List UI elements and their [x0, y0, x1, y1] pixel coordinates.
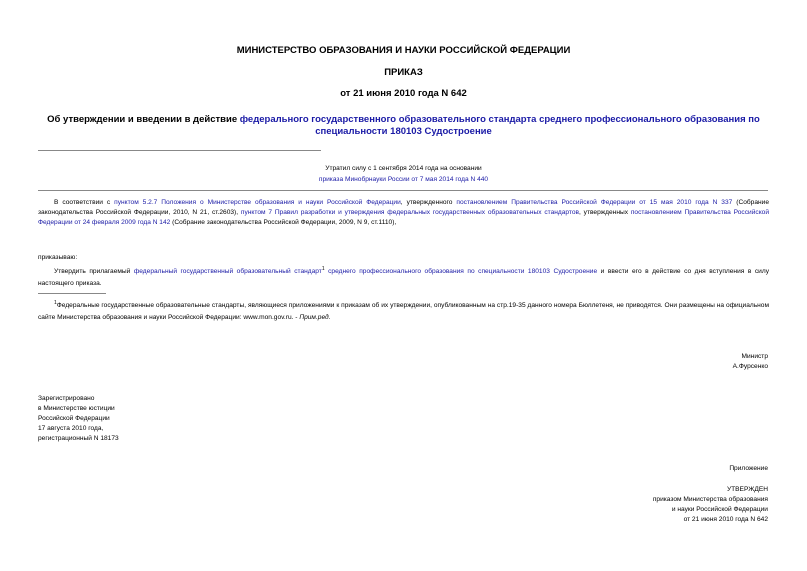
appendix-line: от 21 июня 2010 года N 642 — [683, 516, 768, 523]
registration-line: 17 августа 2010 года, — [38, 425, 104, 432]
document-title — [0, 114, 807, 138]
doc-type-heading: ПРИКАЗ — [384, 67, 423, 78]
footnote-ref[interactable]: 1 — [321, 266, 325, 272]
order-paragraph — [38, 263, 769, 290]
preamble-paragraph — [38, 198, 769, 228]
appendix-approved: УТВЕРЖДЕН — [726, 486, 768, 493]
title-link-line1[interactable]: федерального государственного образовательного стандарта среднего профессионального образования по — [239, 114, 760, 125]
appendix-line: и науки Российской Федерации — [671, 506, 768, 513]
footnote-mark: 1 — [54, 300, 57, 306]
title-plain: Об утверждении и введении в действие — [47, 114, 240, 125]
order-link-standard[interactable]: федеральный государственный образовательный стандарт — [133, 268, 322, 276]
preamble-link-decree-142[interactable]: постановлением Правительства Российской Федерации от 24 февраля 2009 года N 142 — [38, 209, 769, 226]
signature-role: Министр — [741, 353, 768, 360]
appendix-label: Приложение — [729, 465, 768, 472]
order-text-2: и ввести его в действие со дня вступления в силу настоящего приказа. — [38, 268, 770, 288]
title-link-line2[interactable]: специальности 180103 Судостроение — [315, 126, 492, 137]
status-block — [0, 164, 807, 185]
registration-line: регистрационный N 18173 — [38, 435, 119, 442]
preamble-text-2: , утвержденного — [400, 199, 457, 206]
preamble-text-3: (Собрание законодательства Российской Федерации, 2010, N 21, ст.2603), — [38, 199, 769, 216]
preamble-text-1: В соответствии с — [54, 199, 115, 206]
status-line: Утратил силу с 1 сентября 2014 года на основании — [325, 165, 482, 172]
preamble-link-decree-337[interactable]: постановлением Правительства Российской Федерации от 15 мая 2010 года N 337 — [456, 199, 733, 206]
appendix-line: приказом Министерства образования — [652, 496, 768, 503]
signature-name: А.Фурсенко — [732, 363, 768, 370]
ministry-heading: МИНИСТЕРСТВО ОБРАЗОВАНИЯ И НАУКИ РОССИЙСКОЙ ФЕДЕРАЦИИ — [236, 45, 571, 56]
registration-line: в Министерстве юстиции — [38, 405, 115, 412]
doc-date-number: от 21 июня 2010 года N 642 — [340, 88, 467, 99]
preamble-link-rules[interactable]: пунктом 7 Правил разработки и утверждения федеральных государственных образовательных стандартов — [240, 209, 580, 216]
divider-top — [38, 150, 321, 151]
order-word: приказываю: — [38, 254, 78, 261]
registration-line: Зарегистрировано — [38, 395, 95, 402]
signature-block — [600, 352, 768, 372]
footnote — [38, 297, 769, 324]
order-link-specialty[interactable]: среднего профессионального образования по специальности 180103 Судостроение — [324, 268, 598, 276]
registration-block — [38, 394, 119, 444]
footnote-text: Федеральные государственные образовательные стандарты, являющиеся приложениями к приказам об их утверждении, опубликованным на стр.19-35 данного номера Бюллетеня, не приводятся. Они размещены на официальном сайте Министерства образования и науки Российской Федерации: www.mon.gov.ru. - — [38, 302, 769, 322]
preamble-link-regulation[interactable]: пунктом 5.2.7 Положения о Министерстве образования и науки Российской Федерации — [114, 199, 401, 206]
footnote-divider — [38, 293, 106, 294]
preamble-text-4: , утвержденных — [579, 209, 631, 216]
divider-bottom — [38, 190, 768, 191]
preamble-text-5: (Собрание законодательства Российской Федерации, 2009, N 9, ст.1110), — [170, 219, 397, 226]
registration-line: Российской Федерации — [38, 415, 110, 422]
footnote-editor-note: Прим.ред. — [299, 314, 331, 322]
status-link[interactable]: приказа Минобрнауки России от 7 мая 2014 года N 440 — [318, 176, 489, 183]
order-text-1: Утвердить прилагаемый — [54, 268, 134, 276]
appendix-block — [560, 485, 768, 525]
